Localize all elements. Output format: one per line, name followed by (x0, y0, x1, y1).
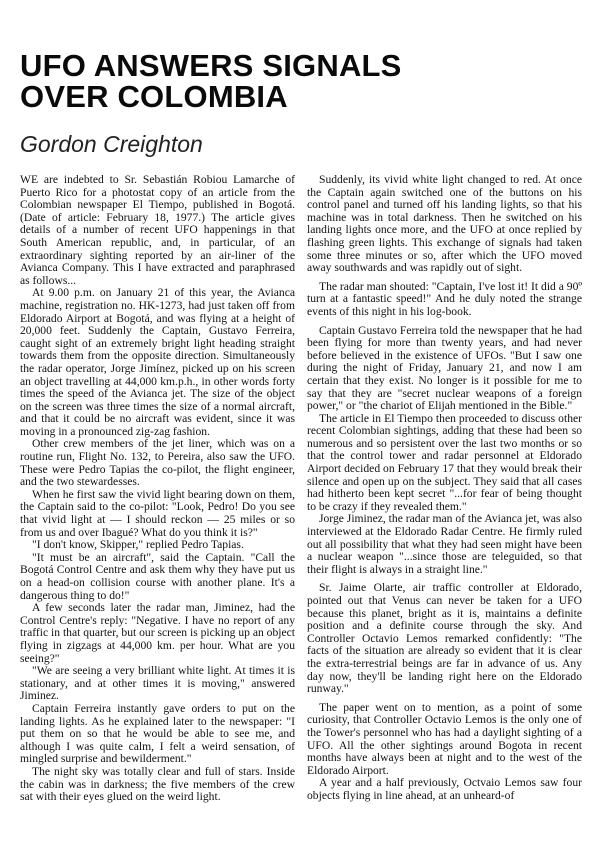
paragraph: Sr. Jaime Olarte, air traffic controller at Eldorado, pointed out that Venus can never be taken for a UFO because this planet, bright as it is, maintains a definite position and a definite course through the sky. And Controller Octavio Lemos remarked confidently: "The facts of the situation are already so evident that it is clear the extra-terrestrial beings are far in advance of us. Any day now, they'll be landing right here on the Eldorado runway." (307, 581, 582, 696)
paragraph: At 9.00 p.m. on January 21 of this year, the Avianca machine, registration no. HK-1273, had just taken off from Eldorado Airport at Bogotá, and was flying at a height of 20,000 feet. Suddenly the Captain, Gustavo Ferreira, caught sight of an extremely bright light heading straight towards them from the opposite direction. Simultaneously the radar operator, Jorge Jimínez, picked up on his screen an object travelling at 44,000 km.p.h., in other words forty times the speed of the Avianca jet. The size of the object on the screen was three times the size of a normal aircraft, and that it could be no aircraft was evident, since it was moving in a pronounced zig-zag fashion. (20, 286, 295, 438)
paragraph: Jorge Jiminez, the radar man of the Avianca jet, was also interviewed at the Eldorado Radar Centre. He firmly ruled out all possibility that what they had seen might have been a nuclear weapon "...since those are teleguided, so that their flight is always in a straight line." (307, 512, 582, 576)
paragraph: The article in El Tiempo then proceeded to discuss other recent Colombian sightings, adding that these had been so numerous and so persistent over the last two months or so that the control tower and radar personnel at Eldorado Airport decided on February 17 that they would break their silence and open up on the subject. They said that all cases had hitherto been kept secret "...for fear of being thought to be crazy if they revealed them." (307, 411, 582, 513)
paragraph: Captain Gustavo Ferreira told the newspaper that he had been flying for more than twenty years, and had never before believed in the existence of UFOs. "But I saw one during the night of Friday, January 21, and now I am certain that they exist. No longer is it possible for me to say that they are "secret nuclear weapons of a foreign power," or "the chariot of Elijah mentioned in the Bible." (307, 323, 582, 413)
paragraph: A few seconds later the radar man, Jiminez, had the Control Centre's reply: "Negative. I have no report of any traffic in that quarter, but our screen is picking up an object flying in zigzags at 44,000 km. per hour. What are you seeing?" (20, 601, 295, 665)
author-byline: Gordon Creighton (20, 131, 203, 157)
paragraph: Suddenly, its vivid white light changed to red. At once the Captain again switched one of the buttons on his control panel and turned off his landing lights, so that his machine was in total darkness. Then he switched on his landing lights once more, and the UFO at once replied by flashing green lights. This exchange of signals had taken some three minutes or so, after which the UFO moved away southwards and was rapidly out of sight. (307, 173, 582, 275)
paragraph: A year and a half previously, Octvaio Lemos saw four objects flying in line ahead, at an unheard-of (307, 776, 582, 802)
title-line-1: UFO ANSWERS SIGNALS (20, 48, 402, 83)
paragraph: Other crew members of the jet liner, which was on a routine run, Flight No. 132, to Pereira, also saw the UFO. These were Pedro Tapias the co-pilot, the flight engineer, and the two stewardesses. (20, 437, 295, 489)
article-title (20, 50, 580, 112)
paragraph: The paper went on to mention, as a point of some curiosity, that Controller Octavio Lemos is the only one of the Tower's personnel who has had a daylight sighting of a UFO. All the other sightings around Bogota in recent months have always been at night and to the west of the Eldorado Airport. (307, 700, 582, 777)
paragraph: The radar man shouted: "Captain, I've lost it! It did a 90º turn at a fantastic speed!" And he duly noted the strange events of this night in his log-book. (307, 279, 582, 318)
title-line-2: OVER COLOMBIA (20, 79, 288, 114)
paragraph: The night sky was totally clear and full of stars. Inside the cabin was in darkness; the five members of the crew sat with their eyes glued on the weird light. (20, 764, 295, 804)
paragraph: "I don't know, Skipper," replied Pedro Tapias. (32, 538, 244, 552)
right-column (307, 174, 582, 803)
paragraph: Captain Ferreira instantly gave orders to put on the landing lights. As he explained later to the newspaper: "I put them on so that he would be able to see me, and although I was quite calm, I felt a weird sensation, of mingled surprise and bewilderment." (20, 701, 295, 766)
paragraph: "It must be an aircraft", said the Captain. "Call the Bogotá Control Centre and ask them why they have put us on a head-on collision course with another plane. It's a dangerous thing to do!" (20, 550, 295, 602)
left-column (20, 174, 295, 804)
paragraph: WE are indebted to Sr. Sebastián Robiou Lamarche of Puerto Rico for a photostat copy of an article from the Colombian newspaper El Tiempo, published in Bogotá. (Date of article: February 18, 1977.) The article gives details of a number of recent UFO happenings in that South American republic, and, in particular, of an extraordinary sighting reported by an air-liner of the Avianca Company. This I have extracted and paraphrased as follows... (20, 173, 295, 287)
paragraph: "We are seeing a very brilliant white light. At times it is stationary, and at other times it is moving," answered Jiminez. (20, 664, 295, 703)
paragraph: When he first saw the vivid light bearing down on them, the Captain said to the co-pilot: "Look, Pedro! Do you see that vivid light at — I should reckon — 25 miles or so from us and over Ibagué? What do you think it is?" (20, 487, 295, 539)
